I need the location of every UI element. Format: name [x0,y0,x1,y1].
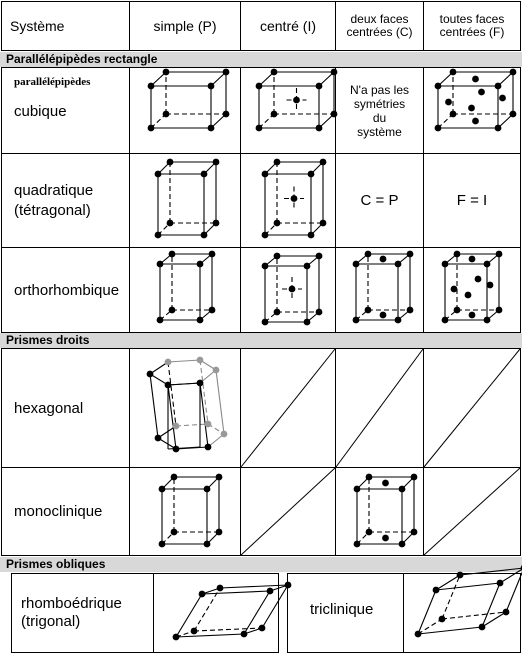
monoclinique-f-cell [423,467,521,556]
rhomboedrique-name-line2: (trigonal) [21,613,81,630]
header-deux-faces-label: deux faces centrées (C) [346,12,413,39]
cubique-name: cubique [14,103,67,120]
rhomboedrique-figure-cell [153,573,279,653]
header-systeme-label: Système [10,18,65,34]
rhomboedrique-name-line1: rhomboédrique [21,595,122,612]
quadratique-f-value: F = I [456,192,488,209]
quadratique-centre-cell [240,153,336,248]
section-prismes-obliques: Prismes obliques [0,557,522,572]
monoclinique-simple-cell [129,467,241,556]
hexagonal-simple-cell [129,348,241,468]
header-toutes-faces [423,1,521,51]
hexagonal-name: hexagonal [14,400,84,417]
orthorhombique-c-cell [335,247,424,333]
triclinique-name: triclinique [310,601,374,618]
quadratique-c-cell [335,153,424,248]
rhomboedrique-label-cell [11,573,154,653]
header-centre [240,1,336,51]
monoclinique-c-cell [335,467,424,556]
orthorhombique-f-cell [423,247,521,333]
header-centre-label: centré (I) [259,18,316,34]
monoclinique-centre-cell [240,467,336,556]
row-hexagonal-label [1,348,130,468]
header-systeme [1,1,130,51]
row-monoclinique-label [1,467,130,556]
cubique-centre-cell [240,67,336,154]
quadratique-f-cell [423,153,521,248]
triclinique-label-cell [287,573,404,653]
hexagonal-c-cell [335,348,424,468]
section-parallelepipedes: Parallélépipèdes rectangle [0,52,522,67]
monoclinique-name: monoclinique [14,503,103,520]
quadratique-simple-cell [129,153,241,248]
hexagonal-f-cell [423,348,521,468]
quadratique-name-line1: quadratique [14,182,94,199]
header-deux-faces [335,1,424,51]
hexagonal-centre-cell [240,348,336,468]
header-simple [129,1,241,51]
cubique-c-note: N'a pas les symétries du système [350,82,409,139]
quadratique-name-line2: (tétragonal) [14,202,91,219]
section-prismes-droits: Prismes droits [0,333,522,348]
cubique-simple-cell [129,67,241,154]
orthorhombique-name: orthorhombique [14,282,120,299]
row-cubique-label [1,67,130,154]
row-orthorhombique-label [1,247,130,333]
header-simple-label: simple (P) [153,18,217,34]
orthorhombique-simple-cell [129,247,241,333]
cubique-f-cell [423,67,521,154]
quadratique-c-value: C = P [360,192,399,209]
row-quadratique-label [1,153,130,248]
orthorhombique-centre-cell [240,247,336,333]
cubique-c-cell [335,67,424,154]
triclinique-figure-cell [403,573,521,653]
cubique-small-label: parallélépipèdes [14,76,91,88]
header-toutes-faces-label: toutes faces centrées (F) [439,12,505,39]
